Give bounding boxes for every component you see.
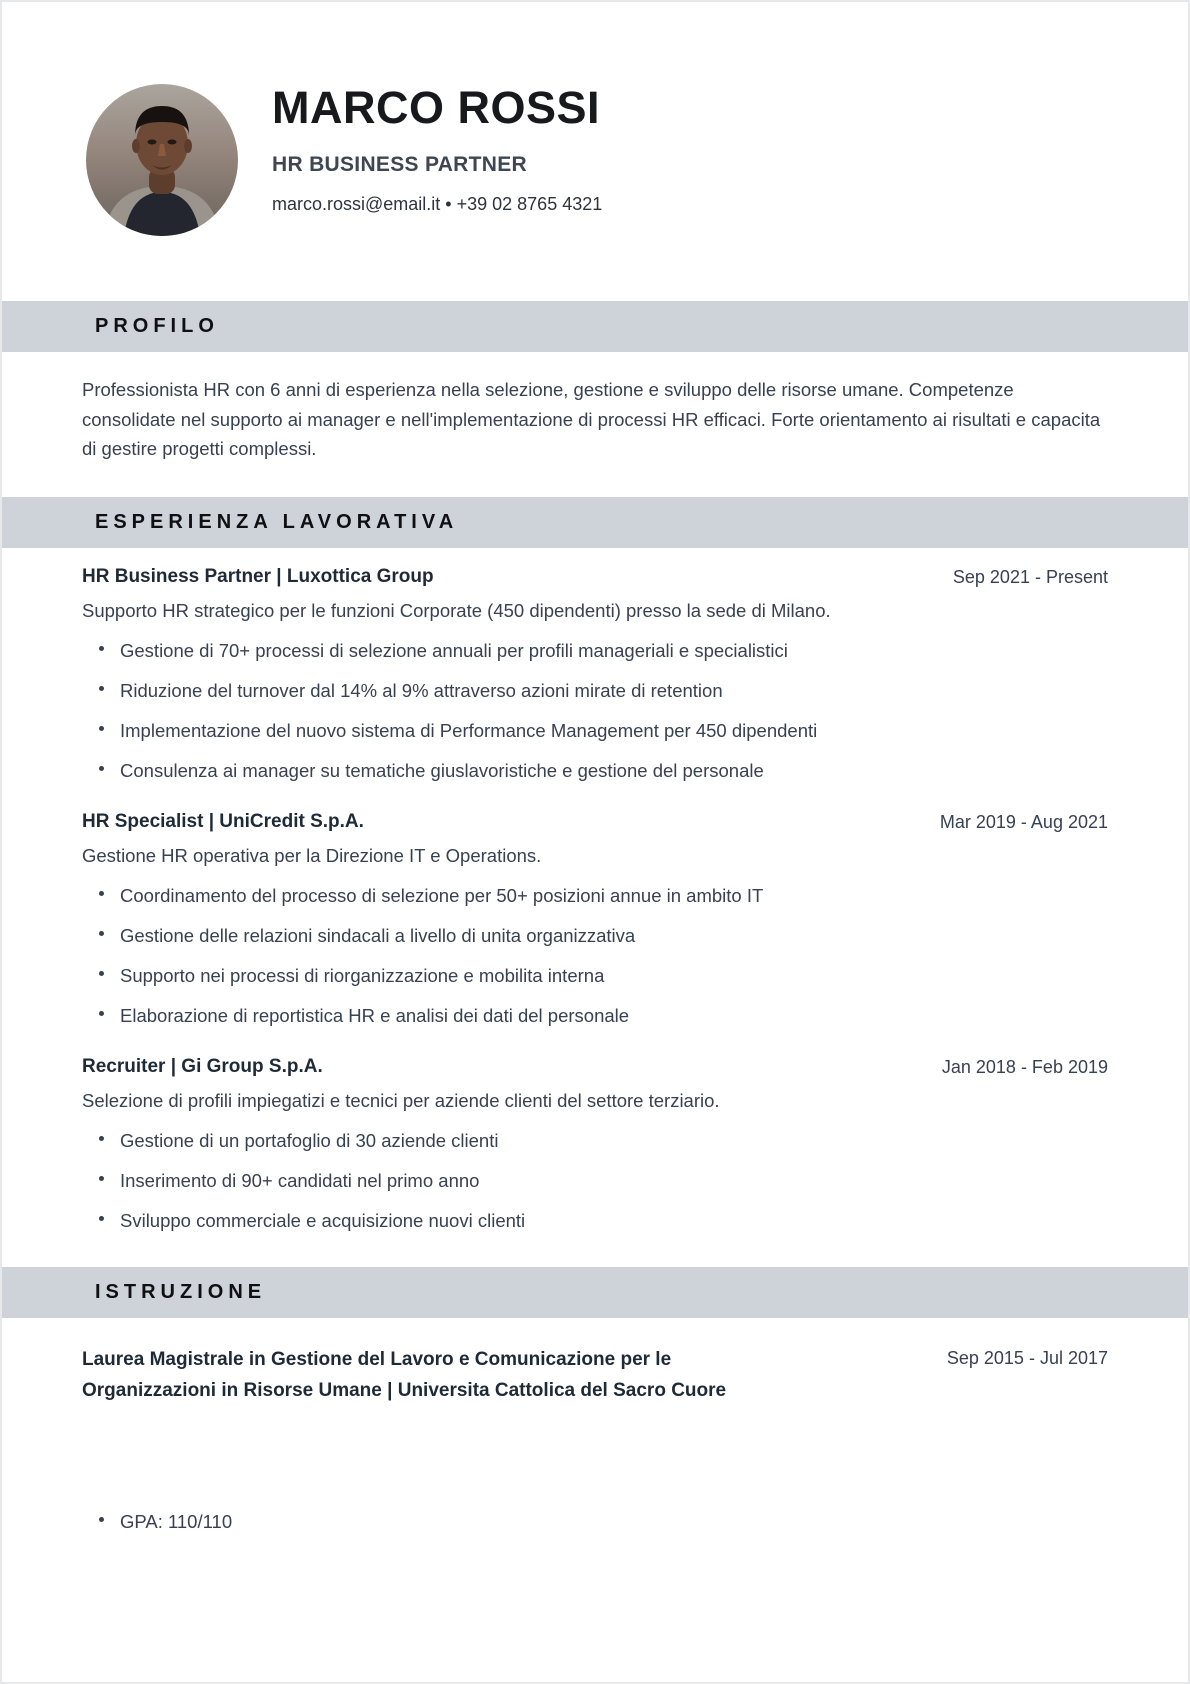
bullet-item: Consulenza ai manager su tematiche giuslavoristiche e gestione del personale	[82, 759, 1108, 782]
education-header	[82, 1344, 1108, 1406]
bullet-item: Riduzione del turnover dal 14% al 9% attraverso azioni mirate di retention	[82, 679, 1108, 702]
job-bullet-list	[82, 1129, 1108, 1232]
job-date: Mar 2019 - Aug 2021	[939, 811, 1108, 832]
resume-header	[2, 2, 1188, 301]
education-date: Sep 2015 - Jul 2017	[946, 1347, 1108, 1368]
candidate-job-title: HR BUSINESS PARTNER	[272, 153, 528, 176]
job-title: HR Specialist | UniCredit S.p.A.	[82, 810, 364, 832]
bullet-item: Inserimento di 90+ candidati nel primo anno	[82, 1169, 1108, 1192]
job-summary: Supporto HR strategico per le funzioni Corporate (450 dipendenti) presso la sede di Milano.	[82, 599, 831, 621]
section-header-istruzione	[2, 1267, 1188, 1318]
job-bullet-list	[82, 639, 1108, 782]
bullet-item: Coordinamento del processo di selezione per 50+ posizioni annue in ambito IT	[82, 884, 1108, 907]
header-text-block	[272, 82, 602, 215]
job-summary: Gestione HR operativa per la Direzione IT e Operations.	[82, 844, 542, 866]
bullet-item: Implementazione del nuovo sistema di Performance Management per 450 dipendenti	[82, 719, 1108, 742]
bullet-item: Elaborazione di reportistica HR e analisi dei dati del personale	[82, 1004, 1108, 1027]
job-title: Recruiter | Gi Group S.p.A.	[82, 1055, 323, 1077]
job-entry-unicredit	[82, 810, 1108, 1027]
bullet-item: GPA: 110/110	[82, 1510, 1108, 1533]
bullet-item: Supporto nei processi di riorganizzazione e mobilita interna	[82, 964, 1108, 987]
section-title-istruzione: ISTRUZIONE	[95, 1280, 267, 1303]
education-bullet-list	[82, 1510, 1108, 1533]
section-header-profilo	[2, 301, 1188, 352]
section-title-profilo: PROFILO	[95, 315, 219, 337]
job-summary: Selezione di profili impiegatizi e tecnici per aziende clienti del settore terziario.	[82, 1089, 720, 1111]
profile-photo-image	[86, 84, 238, 236]
section-title-esperienza: ESPERIENZA LAVORATIVA	[95, 510, 459, 533]
section-header-esperienza	[2, 497, 1188, 548]
job-header	[82, 1055, 1108, 1078]
job-entry-luxottica	[82, 565, 1108, 782]
bullet-item: Gestione di un portafoglio di 30 aziende clienti	[82, 1129, 1108, 1152]
candidate-contact: marco.rossi@email.it • +39 02 8765 4321	[272, 194, 603, 214]
bullet-item: Gestione di 70+ processi di selezione annuali per profili manageriali e specialistici	[82, 639, 1108, 662]
experience-list	[82, 565, 1108, 1232]
profile-summary-text: Professionista HR con 6 anni di esperienza nella selezione, gestione e sviluppo delle risorse umane. Competenze consolidate nel supporto ai manager e nell'implementazione di processi HR efficaci. Forte orientamento ai risultati e capacita di gestire progetti complessi.	[82, 379, 1101, 459]
education-entry	[82, 1344, 1108, 1533]
education-degree: Laurea Magistrale in Gestione del Lavoro e Comunicazione per le Organizzazioni in Risorse Umane | Universita Cattolica del Sacro Cuore	[82, 1348, 727, 1401]
job-header	[82, 565, 1108, 588]
candidate-name: MARCO ROSSI	[272, 82, 601, 133]
job-date: Sep 2021 - Present	[952, 566, 1108, 587]
job-title: HR Business Partner | Luxottica Group	[82, 565, 434, 587]
job-date: Jan 2018 - Feb 2019	[941, 1056, 1108, 1077]
bullet-item: Sviluppo commerciale e acquisizione nuovi clienti	[82, 1209, 1108, 1232]
profile-photo	[86, 84, 238, 236]
job-header	[82, 810, 1108, 833]
bullet-item: Gestione delle relazioni sindacali a livello di unita organizzativa	[82, 924, 1108, 947]
job-entry-gigroup	[82, 1055, 1108, 1232]
job-bullet-list	[82, 884, 1108, 1027]
